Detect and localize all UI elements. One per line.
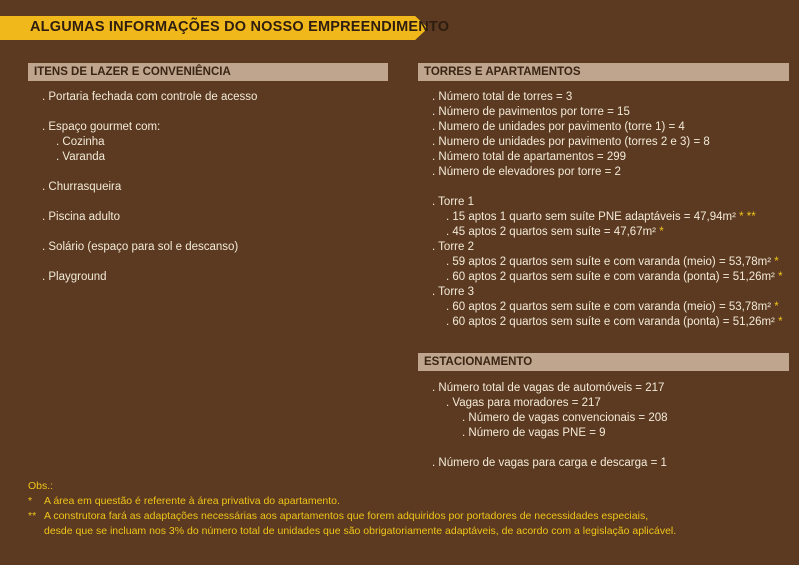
obs-label: Obs.: [28,480,54,492]
estacionamento-list [432,381,668,471]
list-item: . Cozinha [56,136,105,148]
list-item: . Número total de torres = 3 [432,91,573,103]
list-item: . 45 aptos 2 quartos sem suíte = 47,67m² * [446,226,664,238]
list-item: . Churrasqueira [42,181,122,193]
list-spacer [42,195,257,210]
list-item: . 59 aptos 2 quartos sem suíte e com varanda (meio) = 53,78m² * [446,256,779,268]
list-item: . Número de vagas PNE = 9 [462,427,606,439]
footnote-marker: * [778,316,783,328]
list-item-torre-3: . Torre 3 [432,286,474,298]
list-item: . Vagas para moradores = 217 [446,397,601,409]
list-item: . Número de pavimentos por torre = 15 [432,106,630,118]
footnote-marker: * [774,301,779,313]
list-item: . 60 aptos 2 quartos sem suíte e com varanda (meio) = 53,78m² * [446,301,779,313]
list-item: . Número total de vagas de automóveis = 217 [432,382,665,394]
footnote-marker: * [28,495,33,507]
footnote-text: A construtora fará as adaptações necessárias aos apartamentos que forem adquiridos por portadores de necessidades especiais, [44,510,649,522]
footnote-marker: * [659,226,664,238]
list-item-torre-1: . Torre 1 [432,196,474,208]
list-spacer [42,255,257,270]
footnote-marker: * [778,271,783,283]
footnote-2 [28,509,648,524]
list-item: . Varanda [56,151,106,163]
list-item: . Número de vagas para carga e descarga = 1 [432,457,667,469]
footnote-marker: * [774,256,779,268]
torres-list [432,90,783,330]
list-spacer [42,165,257,180]
list-item: . 60 aptos 2 quartos sem suíte e com varanda (ponta) = 51,26m² * [446,271,783,283]
list-item: . 15 aptos 1 quarto sem suíte PNE adaptáveis = 47,94m² * ** [446,211,756,223]
list-item: . Solário (espaço para sol e descanso) [42,241,239,253]
list-item: . Número de elevadores por torre = 2 [432,166,621,178]
list-item: . Playground [42,271,107,283]
footnote-text: A área em questão é referente à área privativa do apartamento. [44,495,340,507]
list-spacer [42,105,257,120]
list-spacer [42,225,257,240]
list-item: . Número de vagas convencionais = 208 [462,412,668,424]
list-item: . Número total de apartamentos = 299 [432,151,627,163]
list-item-torre-2: . Torre 2 [432,241,474,253]
list-spacer [432,441,668,456]
section-header-estacionamento: ESTACIONAMENTO [418,353,789,371]
list-item: . Portaria fechada com controle de acesso [42,91,258,103]
footnote-marker: * ** [739,211,756,223]
footnote-1 [28,494,340,509]
list-item: . Numero de unidades por pavimento (torres 2 e 3) = 8 [432,136,710,148]
page-title: ALGUMAS INFORMAÇÕES DO NOSSO EMPREENDIMENTO [30,19,450,35]
list-item: . Numero de unidades por pavimento (torre 1) = 4 [432,121,685,133]
footnote-marker: ** [28,510,37,522]
footnote-2-continued: desde que se incluam nos 3% do número total de unidades que são obrigatoriamente adaptáveis, de acordo com a legislação aplicável. [44,525,677,537]
section-header-lazer: ITENS DE LAZER E CONVENIÊNCIA [28,63,388,81]
section-header-torres: TORRES E APARTAMENTOS [418,63,789,81]
list-item: . Espaço gourmet com: [42,121,161,133]
list-spacer [432,180,783,195]
lazer-list [42,90,257,285]
list-item: . 60 aptos 2 quartos sem suíte e com varanda (ponta) = 51,26m² * [446,316,783,328]
list-item: . Piscina adulto [42,211,120,223]
